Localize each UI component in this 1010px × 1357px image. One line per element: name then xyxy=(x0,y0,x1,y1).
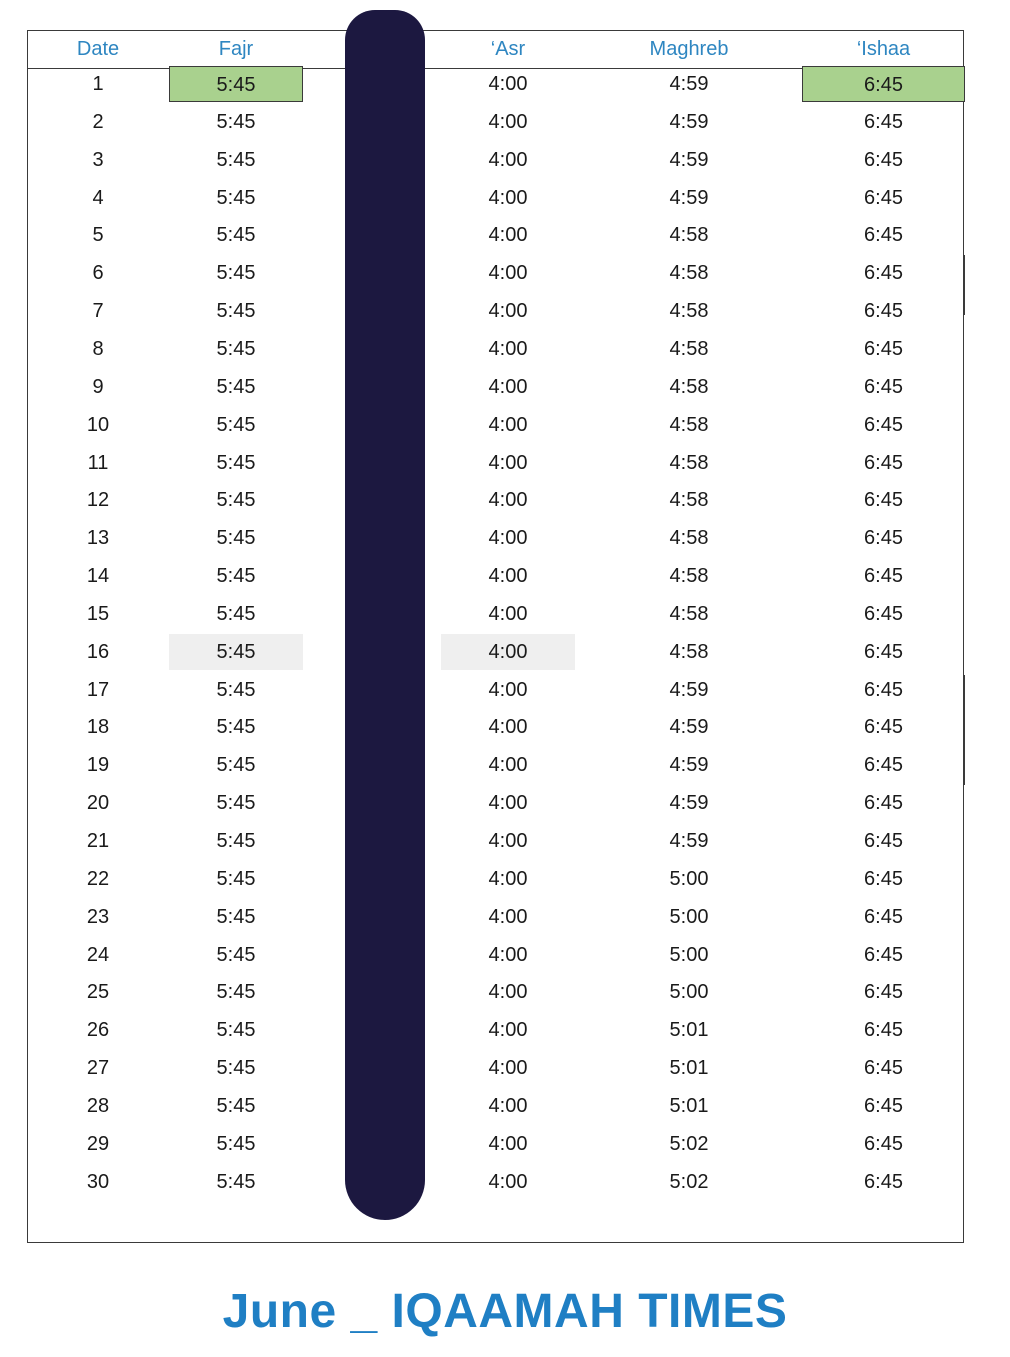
cell-asr: 4:00 xyxy=(488,300,528,323)
cell-ishaa: 6:45 xyxy=(864,337,903,360)
cell-maghreb: 4:58 xyxy=(669,375,709,398)
cell-asr: 4:00 xyxy=(488,1094,528,1117)
cell-asr: 4:00 xyxy=(488,754,528,777)
cell-date: 11 xyxy=(87,451,109,474)
cell-asr: 4:00 xyxy=(488,1170,528,1193)
cell-maghreb: 5:02 xyxy=(669,1132,709,1155)
cell-ishaa: 6:45 xyxy=(864,375,903,398)
cell-ishaa: 6:45 xyxy=(802,66,965,102)
cell-fajr: 5:45 xyxy=(216,527,256,550)
cell-asr: 4:00 xyxy=(488,337,528,360)
cell-maghreb: 4:58 xyxy=(669,565,709,588)
cell-asr: 4:00 xyxy=(488,716,528,739)
cell-ishaa: 6:45 xyxy=(864,830,903,852)
cell-ishaa: 6:45 xyxy=(864,943,903,966)
cell-date: 24 xyxy=(86,943,110,966)
cell-date: 21 xyxy=(86,830,110,852)
cell-ishaa: 6:45 xyxy=(864,754,903,777)
cell-asr: 4:00 xyxy=(488,678,528,701)
header-maghreb: Maghreb xyxy=(649,38,729,60)
cell-fajr: 5:45 xyxy=(169,66,303,102)
cell-date: 20 xyxy=(86,792,110,815)
right-border-fragment xyxy=(963,675,965,785)
cell-date: 29 xyxy=(86,1132,110,1155)
cell-ishaa: 6:45 xyxy=(864,148,903,171)
header-fajr: Fajr xyxy=(218,38,254,60)
cell-asr: 4:00 xyxy=(488,1057,528,1080)
cell-date: 25 xyxy=(86,981,110,1004)
cell-asr: 4:00 xyxy=(488,451,528,474)
cell-ishaa: 6:45 xyxy=(864,186,903,209)
cell-asr: 4:00 xyxy=(488,1132,528,1155)
cell-ishaa: 6:45 xyxy=(864,792,903,815)
redaction-mark xyxy=(345,10,425,1220)
cell-maghreb: 4:59 xyxy=(669,186,709,209)
cell-date: 5 xyxy=(92,224,104,247)
cell-ishaa: 6:45 xyxy=(864,489,903,512)
cell-ishaa: 6:45 xyxy=(864,565,903,588)
cell-date: 28 xyxy=(86,1094,110,1117)
cell-fajr: 5:45 xyxy=(216,489,256,512)
cell-maghreb: 4:58 xyxy=(669,413,709,436)
cell-asr: 4:00 xyxy=(488,489,528,512)
cell-date: 15 xyxy=(86,602,110,625)
cell-date: 14 xyxy=(86,565,110,588)
cell-ishaa: 6:45 xyxy=(864,1170,903,1193)
cell-asr: 4:00 xyxy=(488,565,528,588)
cell-maghreb: 4:58 xyxy=(669,300,709,323)
cell-asr: 4:00 xyxy=(488,224,528,247)
cell-ishaa: 6:45 xyxy=(864,602,903,625)
cell-maghreb: 4:59 xyxy=(669,148,709,171)
cell-fajr: 5:45 xyxy=(216,1132,256,1155)
cell-maghreb: 4:59 xyxy=(669,754,709,777)
cell-ishaa: 6:45 xyxy=(864,905,903,928)
cell-date: 27 xyxy=(86,1057,110,1080)
cell-maghreb: 4:59 xyxy=(669,792,709,815)
cell-maghreb: 4:58 xyxy=(669,640,709,663)
cell-fajr: 5:45 xyxy=(216,792,256,815)
cell-date: 8 xyxy=(92,337,104,360)
cell-maghreb: 4:58 xyxy=(669,602,709,625)
cell-fajr: 5:45 xyxy=(216,1094,256,1117)
cell-fajr: 5:45 xyxy=(216,678,256,701)
cell-maghreb: 4:59 xyxy=(669,830,709,852)
cell-date: 23 xyxy=(86,905,110,928)
cell-maghreb: 5:00 xyxy=(669,943,709,966)
cell-ishaa: 6:45 xyxy=(864,300,903,323)
cell-maghreb: 5:01 xyxy=(669,1019,709,1042)
cell-date: 30 xyxy=(86,1170,110,1193)
cell-date: 18 xyxy=(86,716,110,739)
cell-date: 16 xyxy=(86,640,110,663)
cell-ishaa: 6:45 xyxy=(864,413,903,436)
header-asr: ‘Asr xyxy=(490,38,526,60)
cell-asr: 4:00 xyxy=(488,375,528,398)
iqaamah-table xyxy=(27,30,964,1243)
cell-date: 2 xyxy=(92,110,104,133)
right-border-fragment xyxy=(963,255,965,315)
cell-maghreb: 4:59 xyxy=(669,73,709,95)
cell-maghreb: 4:59 xyxy=(669,678,709,701)
cell-asr: 4:00 xyxy=(488,413,528,436)
cell-asr: 4:00 xyxy=(488,110,528,133)
cell-asr: 4:00 xyxy=(488,867,528,890)
cell-fajr: 5:45 xyxy=(216,413,256,436)
cell-fajr: 5:45 xyxy=(216,1019,256,1042)
cell-maghreb: 5:00 xyxy=(669,867,709,890)
cell-fajr: 5:45 xyxy=(216,1057,256,1080)
cell-date: 13 xyxy=(86,527,110,550)
cell-date: 7 xyxy=(92,300,104,323)
cell-fajr: 5:45 xyxy=(216,981,256,1004)
cell-fajr: 5:45 xyxy=(216,943,256,966)
cell-maghreb: 4:59 xyxy=(669,110,709,133)
cell-date: 22 xyxy=(86,867,110,890)
cell-date: 9 xyxy=(92,375,104,398)
cell-date: 19 xyxy=(86,754,110,777)
cell-fajr: 5:45 xyxy=(216,262,256,285)
cell-maghreb: 4:58 xyxy=(669,337,709,360)
cell-ishaa: 6:45 xyxy=(864,1132,903,1155)
header-date: Date xyxy=(76,38,120,60)
cell-ishaa: 6:45 xyxy=(864,451,903,474)
cell-date: 4 xyxy=(92,186,104,209)
cell-ishaa: 6:45 xyxy=(864,1057,903,1080)
cell-ishaa: 6:45 xyxy=(864,1094,903,1117)
cell-fajr: 5:45 xyxy=(216,754,256,777)
cell-date: 10 xyxy=(86,413,110,436)
cell-asr: 4:00 xyxy=(488,792,528,815)
page-title: June _ IQAAMAH TIMES xyxy=(222,1285,788,1338)
cell-date: 1 xyxy=(92,73,104,95)
cell-ishaa: 6:45 xyxy=(864,867,903,890)
cell-maghreb: 5:01 xyxy=(669,1057,709,1080)
cell-maghreb: 4:58 xyxy=(669,489,709,512)
cell-maghreb: 5:02 xyxy=(669,1170,709,1193)
cell-fajr: 5:45 xyxy=(216,148,256,171)
cell-fajr: 5:45 xyxy=(216,602,256,625)
cell-date: 12 xyxy=(86,489,110,512)
cell-fajr: 5:45 xyxy=(216,451,256,474)
cell-asr: 4:00 xyxy=(488,73,528,95)
cell-fajr: 5:45 xyxy=(216,716,256,739)
cell-ishaa: 6:45 xyxy=(864,678,903,701)
cell-ishaa: 6:45 xyxy=(864,716,903,739)
cell-asr: 4:00 xyxy=(488,905,528,928)
cell-date: 17 xyxy=(86,678,110,701)
cell-fajr: 5:45 xyxy=(216,300,256,323)
cell-maghreb: 5:00 xyxy=(669,981,709,1004)
cell-maghreb: 4:58 xyxy=(669,527,709,550)
cell-fajr: 5:45 xyxy=(216,224,256,247)
cell-fajr: 5:45 xyxy=(216,830,256,852)
cell-date: 26 xyxy=(86,1019,110,1042)
cell-asr: 4:00 xyxy=(488,981,528,1004)
cell-fajr: 5:45 xyxy=(216,110,256,133)
cell-ishaa: 6:45 xyxy=(864,640,903,663)
cell-fajr: 5:45 xyxy=(216,905,256,928)
cell-maghreb: 5:01 xyxy=(669,1094,709,1117)
cell-fajr: 5:45 xyxy=(216,337,256,360)
cell-maghreb: 4:59 xyxy=(669,716,709,739)
cell-asr: 4:00 xyxy=(488,830,528,852)
table-header-row xyxy=(28,31,963,69)
cell-maghreb: 4:58 xyxy=(669,224,709,247)
cell-ishaa: 6:45 xyxy=(864,1019,903,1042)
cell-ishaa: 6:45 xyxy=(864,110,903,133)
cell-fajr: 5:45 xyxy=(169,634,303,670)
cell-ishaa: 6:45 xyxy=(864,981,903,1004)
cell-asr: 4:00 xyxy=(488,148,528,171)
cell-date: 6 xyxy=(92,262,104,285)
cell-asr: 4:00 xyxy=(488,1019,528,1042)
cell-fajr: 5:45 xyxy=(216,867,256,890)
cell-asr: 4:00 xyxy=(488,186,528,209)
cell-fajr: 5:45 xyxy=(216,1170,256,1193)
cell-asr: 4:00 xyxy=(441,634,575,670)
cell-asr: 4:00 xyxy=(488,943,528,966)
cell-maghreb: 4:58 xyxy=(669,262,709,285)
cell-ishaa: 6:45 xyxy=(864,262,903,285)
cell-date: 3 xyxy=(92,148,104,171)
cell-fajr: 5:45 xyxy=(216,375,256,398)
cell-ishaa: 6:45 xyxy=(864,224,903,247)
cell-ishaa: 6:45 xyxy=(864,527,903,550)
cell-asr: 4:00 xyxy=(488,262,528,285)
header-ishaa: ‘Ishaa xyxy=(856,38,911,60)
cell-asr: 4:00 xyxy=(488,527,528,550)
cell-fajr: 5:45 xyxy=(216,186,256,209)
cell-fajr: 5:45 xyxy=(216,565,256,588)
cell-maghreb: 5:00 xyxy=(669,905,709,928)
cell-maghreb: 4:58 xyxy=(669,451,709,474)
cell-asr: 4:00 xyxy=(488,602,528,625)
